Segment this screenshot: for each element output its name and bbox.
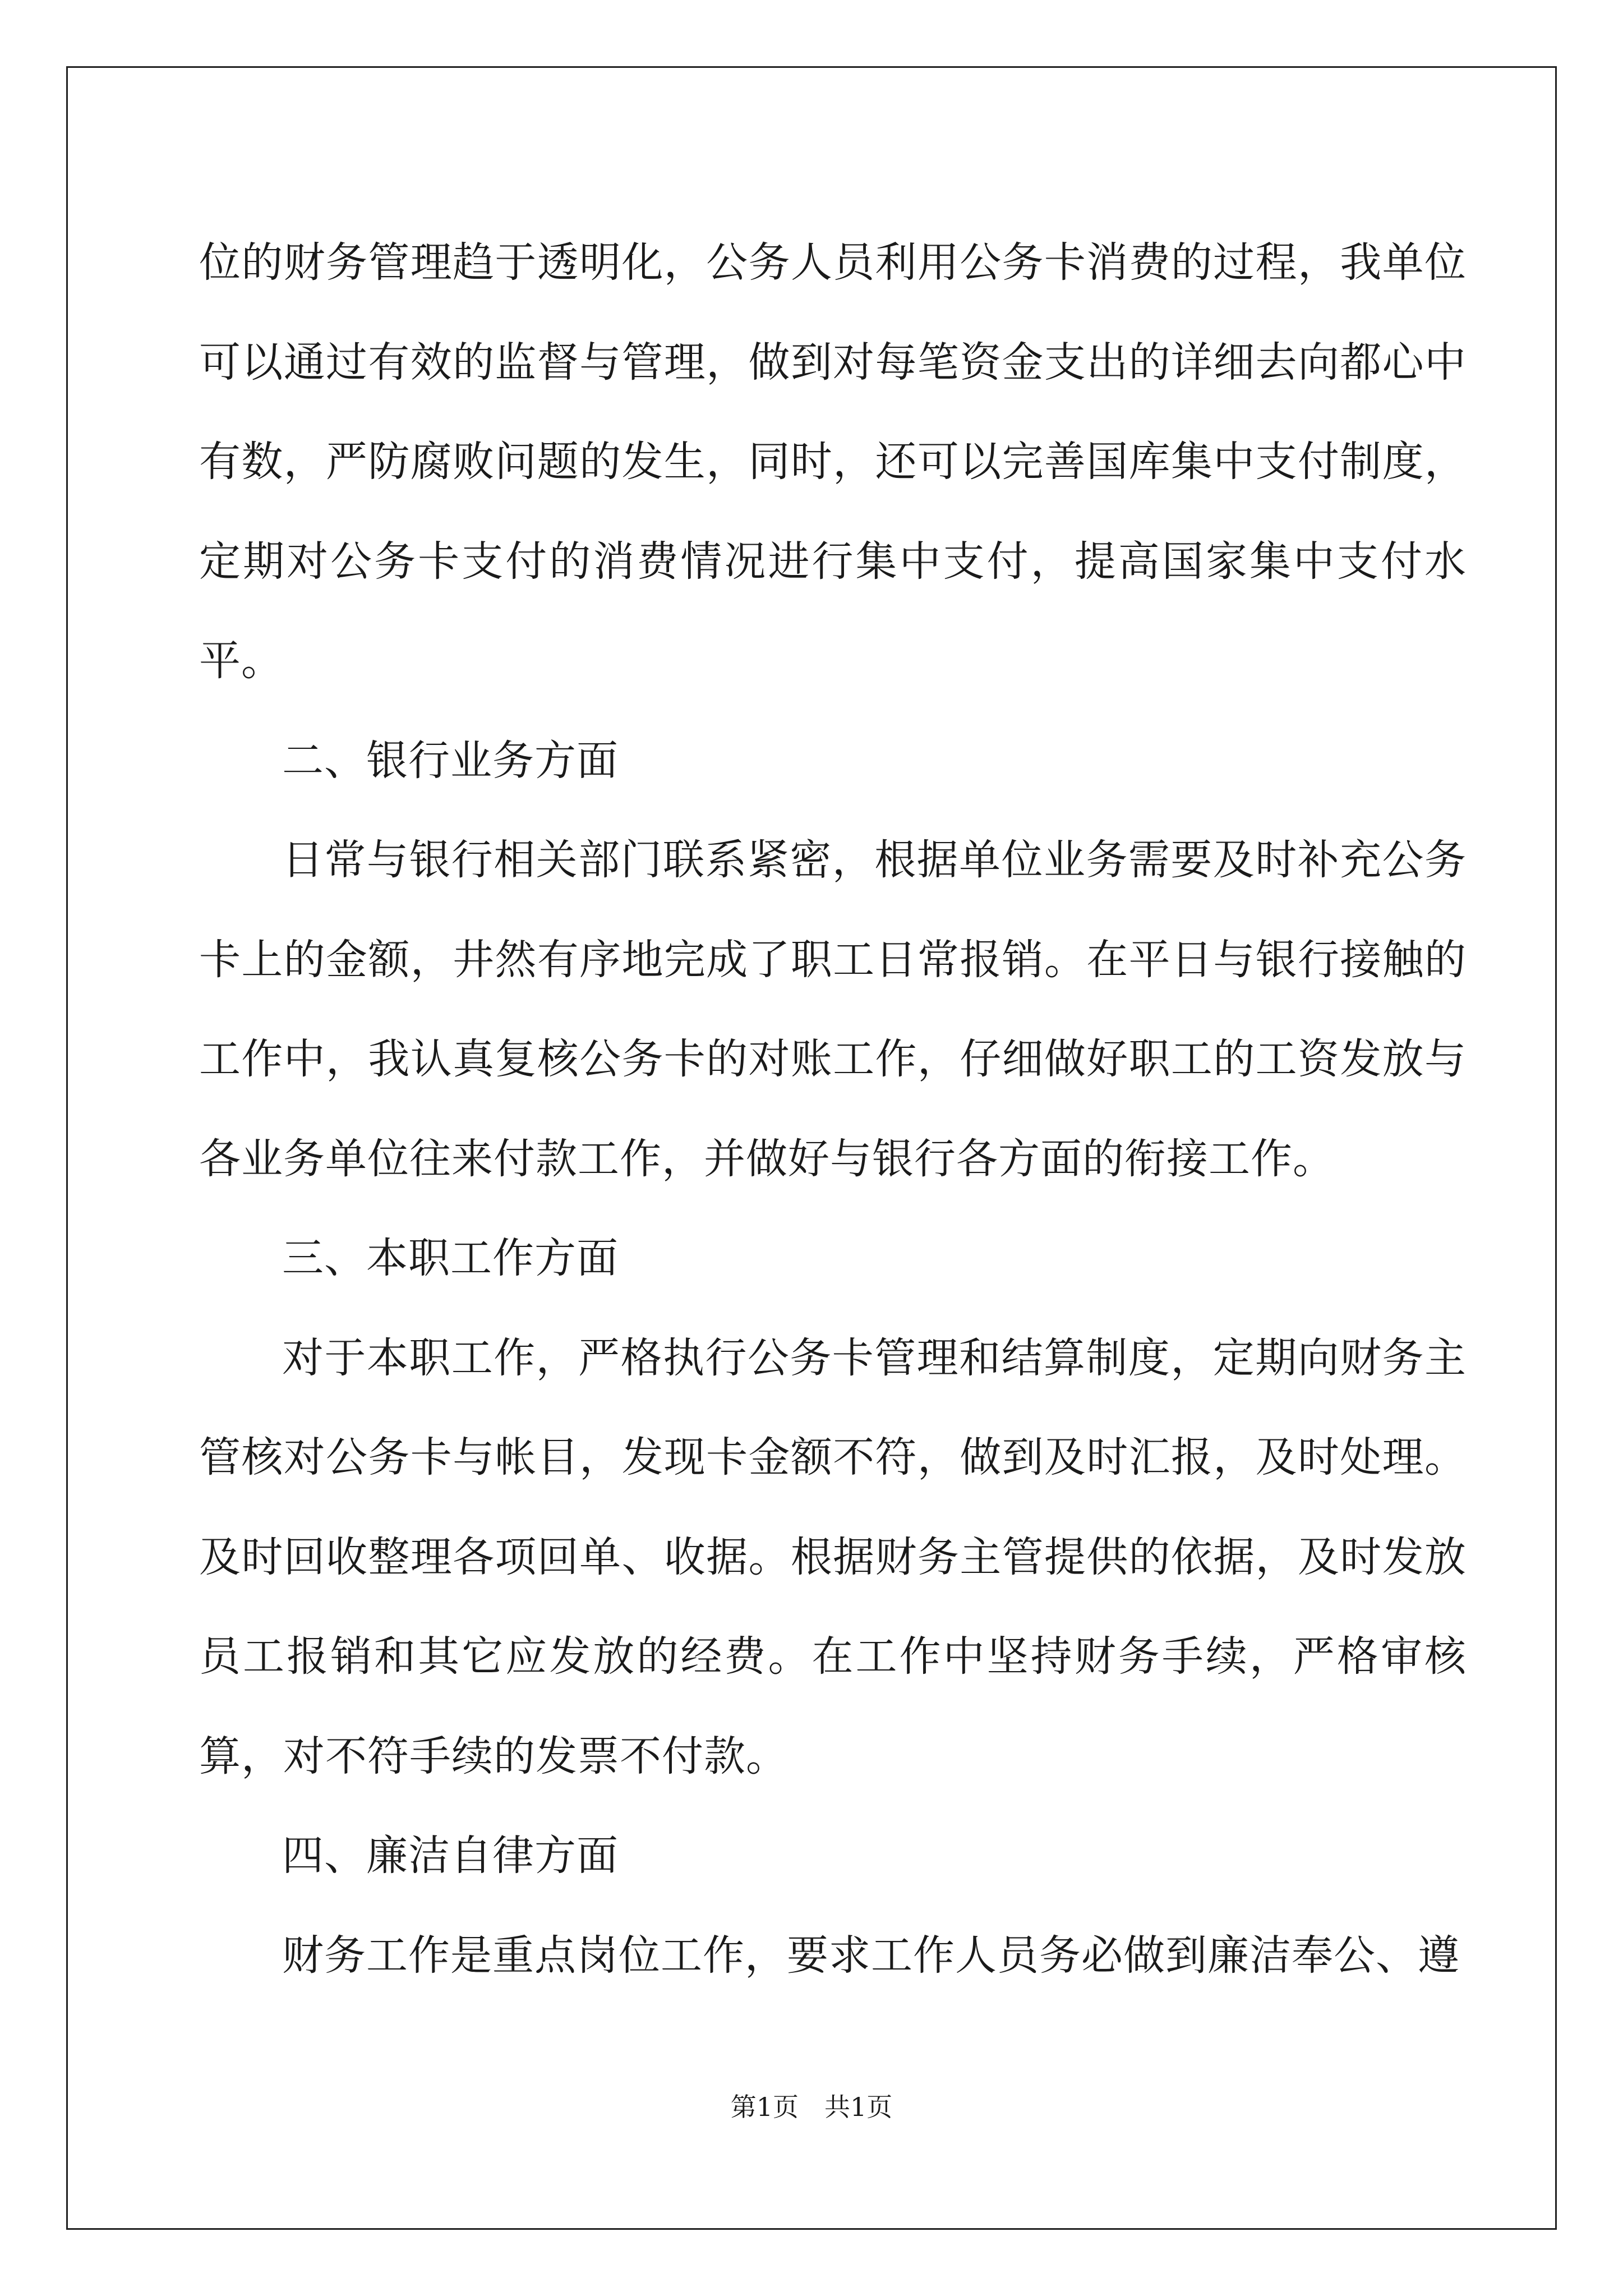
page-footer: 第1页 共1页 bbox=[730, 2092, 893, 2122]
paragraph-1: 位的财务管理趋于透明化，公务人员利用公务卡消费的过程，我单位可以通过有效的监督与管理，做到对每笔资金支出的详细去向都心中有数，严防腐败问题的发生，同时，还可以完善国库集中支付制度，定期对公务卡支付的消费情况进行集中支付，提高国家集中支付水平。 bbox=[199, 238, 1467, 685]
paragraph-banking: 日常与银行相关部门联系紧密，根据单位业务需要及时补充公务卡上的金额，井然有序地完成了职工日常报销。在平日与银行接触的工作中，我认真复核公务卡的对账工作，仔细做好职工的工资发放与各业务单位往来付款工作，并做好与银行各方面的衔接工作。 bbox=[199, 836, 1467, 1183]
paragraph-integrity: 财务工作是重点岗位工作，要求工作人员务必做到廉洁奉公、遵 bbox=[282, 1931, 1460, 1980]
paragraph-duties: 对于本职工作，严格执行公务卡管理和结算制度，定期向财务主管核对公务卡与帐目，发现卡金额不符，做到及时汇报，及时处理。及时回收整理各项回单、收据。根据财务主管提供的依据，及时发放员工报销和其它应发放的经费。在工作中坚持财务手续，严格审核算，对不符手续的发票不付款。 bbox=[199, 1333, 1467, 1780]
heading-banking: 二、银行业务方面 bbox=[282, 736, 619, 785]
document-body bbox=[199, 213, 1467, 2005]
heading-integrity: 四、廉洁自律方面 bbox=[282, 1832, 619, 1880]
heading-duties: 三、本职工作方面 bbox=[282, 1234, 619, 1282]
